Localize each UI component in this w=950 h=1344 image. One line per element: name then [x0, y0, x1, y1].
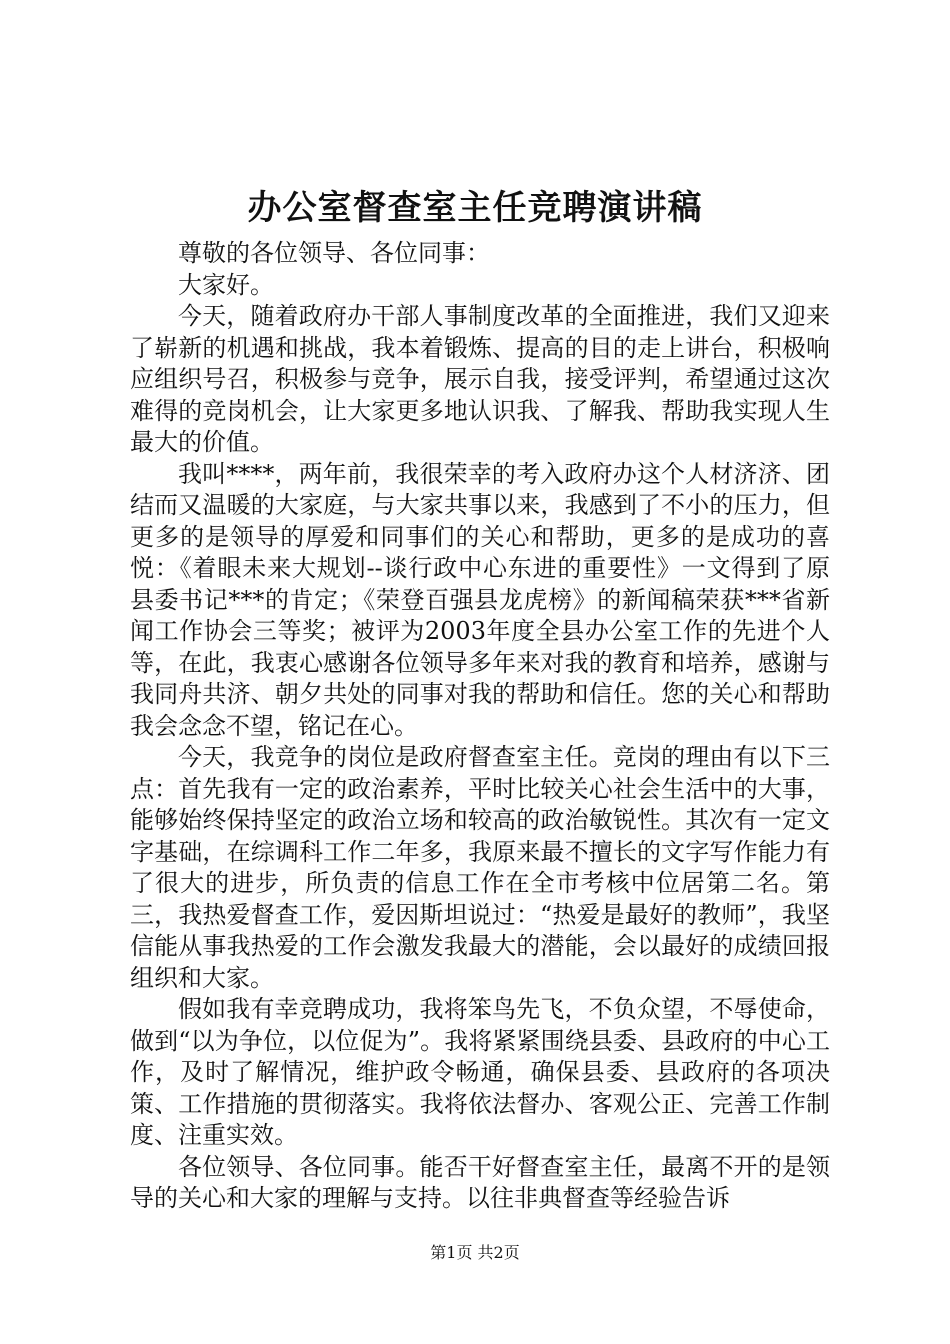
paragraph-closing: 各位领导、各位同事。能否干好督查室主任，最离不开的是领导的关心和大家的理解与支持。以往非典督查等经验告诉	[130, 1152, 830, 1212]
paragraph-salutation: 尊敬的各位领导、各位同事：	[178, 239, 490, 267]
paragraph-greeting: 大家好。	[178, 270, 274, 299]
paragraph-intro: 今天，随着政府办干部人事制度改革的全面推进，我们又迎来了崭新的机遇和挑战，我本着锻炼、提高的目的走上讲台，积极响应组织号召，积极参与竞争，展示自我，接受评判，希望通过这次难得的竞岗机会，让大家更多地认识我、了解我、帮助我实现人生最大的价值。	[130, 302, 830, 456]
paragraph-reasons: 今天，我竞争的岗位是政府督查室主任。竞岗的理由有以下三点：首先我有一定的政治素养，平时比较关心社会生活中的大事，能够始终保持坚定的政治立场和较高的政治敏锐性。其次有一定文字基础，在综调科工作二年多，我原来最不擅长的文字写作能力有了很大的进步，所负责的信息工作在全市考核中位居第二名。第三，我热爱督查工作，爱因斯坦说过：“热爱是最好的教师”，我坚信能从事我热爱的工作会激发我最大的潜能，会以最好的成绩回报组织和大家。	[130, 743, 830, 992]
paragraph-commitment: 假如我有幸竞聘成功，我将笨鸟先飞，不负众望，不辱使命，做到“以为争位，以位促为”。我将紧紧围绕县委、县政府的中心工作，及时了解情况，维护政令畅通，确保县委、县政府的各项决策、工作措施的贯彻落实。我将依法督办、客观公正、完善工作制度、注重实效。	[130, 995, 830, 1149]
document-title: 办公室督查室主任竞聘演讲稿	[247, 188, 703, 228]
page-number-footer: 第1页 共2页	[430, 1243, 520, 1262]
paragraph-self-introduction: 我叫****，两年前，我很荣幸的考入政府办这个人材济济、团结而又温暖的大家庭，与大家共事以来，我感到了不小的压力，但更多的是领导的厚爱和同事们的关心和帮助，更多的是成功的喜悦：《着眼未来大规划--谈行政中心东进的重要性》一文得到了原县委书记***的肯定；《荣登百强县龙虎榜》的新闻稿荣获***省新闻工作协会三等奖；被评为2003年度全县办公室工作的先进个人等，在此，我衷心感谢各位领导多年来对我的教育和培养，感谢与我同舟共济、朝夕共处的同事对我的帮助和信任。您的关心和帮助我会念念不望，铭记在心。	[130, 459, 830, 740]
document-body	[130, 238, 830, 1215]
